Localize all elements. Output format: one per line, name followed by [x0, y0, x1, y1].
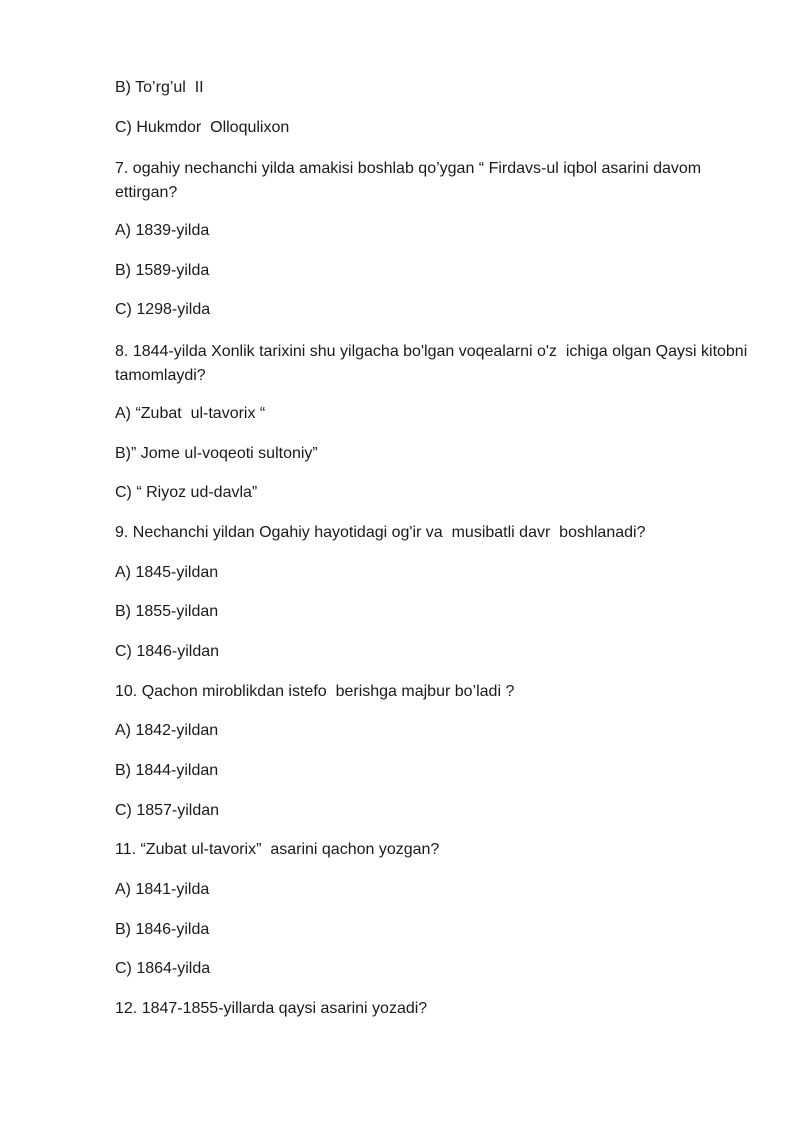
document-body: [115, 78, 755, 1039]
answer-option: A) 1841-yilda: [115, 881, 210, 899]
answer-option: C) 1298-yilda: [115, 301, 211, 319]
answer-option: C) “ Riyoz ud-davla”: [115, 484, 258, 502]
answer-option: B) 1855-yildan: [115, 603, 219, 621]
question-7: 7. ogahiy nechanchi yilda amakisi boshlab qo’ygan “ Firdavs-ul iqbol asarini davom ettirgan?: [115, 160, 706, 202]
question-12: 12. 1847-1855-yillarda qaysi asarini yozadi?: [115, 1000, 428, 1018]
question-8: 8. 1844-yilda Xonlik tarixini shu yilgacha bo'lgan voqealarni o'z ichiga olgan Qaysi kitobni tamomlaydi?: [115, 343, 752, 385]
answer-option: A) 1845-yildan: [115, 563, 219, 581]
answer-option: A) “Zubat ul-tavorix “: [115, 404, 266, 422]
answer-option: C) Hukmdor Olloqulixon: [115, 118, 290, 136]
answer-option: A) 1842-yildan: [115, 722, 219, 740]
answer-option: B) 1589-yilda: [115, 261, 210, 279]
answer-option: B) 1846-yilda: [115, 920, 210, 938]
question-11: 11. “Zubat ul-tavorix” asarini qachon yozgan?: [115, 841, 440, 859]
answer-option: C) 1864-yilda: [115, 960, 211, 978]
answer-option: A) 1839-yilda: [115, 222, 210, 240]
answer-option: C) 1846-yildan: [115, 642, 220, 660]
question-10: 10. Qachon miroblikdan istefo berishga majbur bo’ladi ?: [115, 682, 515, 700]
answer-option: C) 1857-yildan: [115, 801, 220, 819]
answer-option: B)” Jome ul-voqeoti sultoniy”: [115, 444, 318, 462]
answer-option: B) 1844-yildan: [115, 762, 219, 779]
question-9: 9. Nechanchi yildan Ogahiy hayotidagi og'ir va musibatli davr boshlanadi?: [115, 523, 646, 541]
answer-option: B) To’rg’ul II: [115, 79, 204, 96]
